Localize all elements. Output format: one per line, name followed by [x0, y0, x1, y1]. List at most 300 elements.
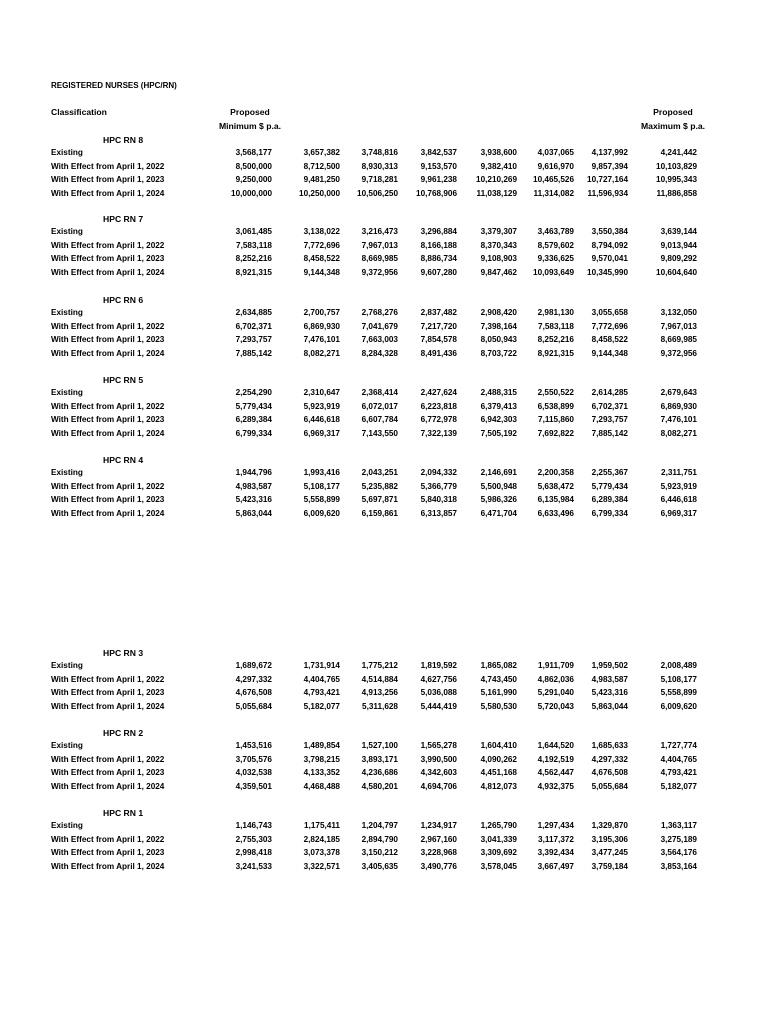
- row-label: With Effect from April 1, 2023: [51, 415, 165, 424]
- salary-cell: 3,216,473: [361, 227, 398, 236]
- salary-cell: 3,639,144: [660, 227, 697, 236]
- table-row: [0, 429, 768, 443]
- proposed-maximum-header-line1: Proposed: [653, 107, 693, 117]
- document-title: REGISTERED NURSES (HPC/RN): [51, 81, 177, 90]
- salary-cell: 3,228,968: [420, 848, 457, 857]
- salary-cell: 6,772,978: [420, 415, 457, 424]
- salary-cell: 7,772,696: [591, 321, 628, 331]
- salary-cell: 7,772,696: [303, 240, 340, 250]
- salary-cell: 4,932,375: [537, 781, 574, 791]
- salary-cell: 5,423,316: [591, 688, 628, 697]
- salary-cell: 3,578,045: [480, 861, 517, 871]
- salary-cell: 8,082,271: [660, 428, 697, 438]
- salary-cell: 3,138,022: [303, 227, 340, 236]
- salary-cell: 7,293,757: [235, 335, 272, 344]
- row-label: Existing: [51, 661, 83, 670]
- salary-cell: 1,865,082: [480, 661, 517, 670]
- salary-cell: 5,291,040: [537, 688, 574, 697]
- salary-cell: 5,986,326: [480, 495, 517, 504]
- salary-cell: 9,481,250: [303, 175, 340, 184]
- table-row: [0, 782, 768, 796]
- salary-cell: 6,969,317: [303, 428, 340, 438]
- salary-cell: 5,500,948: [480, 481, 517, 491]
- salary-cell: 3,195,306: [591, 834, 628, 844]
- salary-cell: 4,983,587: [591, 674, 628, 684]
- table-row: [0, 268, 768, 282]
- salary-cell: 5,108,177: [660, 674, 697, 684]
- salary-cell: 4,359,501: [235, 781, 272, 791]
- salary-cell: 9,144,348: [591, 348, 628, 358]
- table-row: [0, 702, 768, 716]
- salary-cell: 1,993,416: [303, 468, 340, 477]
- salary-cell: 7,663,003: [361, 335, 398, 344]
- salary-cell: 1,959,502: [591, 661, 628, 670]
- salary-cell: 2,967,160: [420, 834, 457, 844]
- salary-cell: 9,144,348: [303, 267, 340, 277]
- salary-cell: 1,175,411: [304, 821, 340, 830]
- salary-cell: 3,938,600: [480, 148, 517, 157]
- salary-cell: 10,768,906: [416, 188, 457, 198]
- group-title: HPC RN 2: [103, 728, 144, 738]
- group-title: HPC RN 1: [103, 808, 144, 818]
- salary-cell: 3,759,184: [591, 861, 628, 871]
- salary-cell: 3,041,339: [480, 834, 517, 844]
- salary-cell: 6,446,618: [303, 415, 340, 424]
- salary-cell: 4,404,765: [660, 754, 697, 764]
- salary-cell: 7,143,550: [361, 428, 398, 438]
- salary-cell: 3,061,485: [235, 227, 272, 236]
- salary-cell: 11,596,934: [587, 188, 628, 198]
- salary-cell: 3,073,378: [303, 848, 340, 857]
- salary-cell: 7,505,192: [480, 428, 517, 438]
- table-row: [0, 821, 768, 835]
- salary-cell: 4,032,538: [235, 768, 272, 777]
- salary-cell: 2,908,420: [480, 308, 517, 317]
- salary-cell: 6,538,899: [537, 401, 574, 411]
- salary-cell: 4,812,073: [480, 781, 517, 791]
- group-title: HPC RN 8: [103, 135, 144, 145]
- salary-cell: 7,115,860: [538, 415, 574, 424]
- salary-cell: 3,893,171: [361, 754, 398, 764]
- table-row: [0, 241, 768, 255]
- salary-cell: 4,793,421: [660, 768, 697, 777]
- salary-cell: 8,500,000: [235, 161, 272, 171]
- table-row: [0, 175, 768, 189]
- salary-cell: 5,055,684: [591, 781, 628, 791]
- salary-cell: 3,132,050: [660, 308, 697, 317]
- salary-cell: 7,293,757: [591, 415, 628, 424]
- salary-cell: 10,210,269: [476, 175, 517, 184]
- salary-cell: 2,700,757: [303, 308, 340, 317]
- table-row: [0, 162, 768, 176]
- salary-cell: 10,345,990: [587, 267, 628, 277]
- row-label: Existing: [51, 148, 83, 157]
- row-label: With Effect from April 1, 2024: [51, 701, 165, 711]
- table-row: [0, 388, 768, 402]
- salary-cell: 8,712,500: [303, 161, 340, 171]
- salary-cell: 5,779,434: [591, 481, 628, 491]
- salary-cell: 6,313,857: [420, 508, 457, 518]
- salary-cell: 9,857,394: [591, 161, 628, 171]
- salary-cell: 5,423,316: [235, 495, 272, 504]
- row-label: With Effect from April 1, 2023: [51, 688, 165, 697]
- row-label: With Effect from April 1, 2024: [51, 267, 165, 277]
- salary-cell: 4,514,884: [361, 674, 398, 684]
- salary-cell: 9,153,570: [420, 161, 457, 171]
- table-row: [0, 349, 768, 363]
- salary-cell: 9,570,041: [591, 254, 628, 263]
- salary-cell: 1,911,709: [538, 661, 574, 670]
- table-row: [0, 848, 768, 862]
- salary-cell: 5,558,899: [303, 495, 340, 504]
- salary-cell: 8,669,985: [660, 335, 697, 344]
- group-title: HPC RN 6: [103, 295, 144, 305]
- salary-cell: 3,550,384: [591, 227, 628, 236]
- salary-cell: 2,368,414: [361, 388, 398, 397]
- salary-cell: 4,404,765: [303, 674, 340, 684]
- table-row: [0, 495, 768, 509]
- salary-cell: 1,489,854: [303, 741, 340, 750]
- salary-cell: 4,037,065: [537, 148, 574, 157]
- salary-cell: 4,241,442: [660, 148, 697, 157]
- table-row: [0, 308, 768, 322]
- salary-cell: 7,398,164: [480, 321, 517, 331]
- salary-cell: 4,133,352: [303, 768, 340, 777]
- salary-cell: 4,236,686: [361, 768, 398, 777]
- salary-cell: 10,727,164: [587, 175, 628, 184]
- salary-cell: 7,041,679: [361, 321, 398, 331]
- salary-cell: 2,310,647: [303, 388, 340, 397]
- salary-cell: 6,969,317: [660, 508, 697, 518]
- salary-cell: 6,009,620: [660, 701, 697, 711]
- salary-cell: 2,894,790: [361, 834, 398, 844]
- salary-cell: 4,793,421: [303, 688, 340, 697]
- row-label: Existing: [51, 227, 83, 236]
- salary-cell: 1,944,796: [235, 468, 272, 477]
- table-row: [0, 768, 768, 782]
- salary-cell: 5,036,088: [420, 688, 457, 697]
- salary-cell: 4,468,488: [303, 781, 340, 791]
- salary-cell: 8,458,522: [591, 335, 628, 344]
- salary-cell: 6,799,334: [591, 508, 628, 518]
- salary-cell: 3,568,177: [235, 148, 272, 157]
- salary-cell: 9,108,903: [480, 254, 517, 263]
- salary-cell: 3,463,789: [537, 227, 574, 236]
- salary-cell: 5,182,077: [303, 701, 340, 711]
- salary-cell: 5,311,628: [362, 701, 398, 711]
- salary-cell: 2,094,332: [420, 468, 457, 477]
- row-label: With Effect from April 1, 2024: [51, 861, 165, 871]
- salary-cell: 5,697,871: [361, 495, 398, 504]
- salary-cell: 6,942,303: [480, 415, 517, 424]
- salary-cell: 5,923,919: [660, 481, 697, 491]
- row-label: Existing: [51, 388, 83, 397]
- salary-cell: 2,311,751: [661, 468, 697, 477]
- salary-cell: 8,082,271: [303, 348, 340, 358]
- salary-cell: 1,565,278: [420, 741, 457, 750]
- row-label: With Effect from April 1, 2023: [51, 335, 165, 344]
- table-row: [0, 755, 768, 769]
- row-label: Existing: [51, 468, 83, 477]
- salary-cell: 6,607,784: [361, 415, 398, 424]
- salary-cell: 9,372,956: [660, 348, 697, 358]
- group-title: HPC RN 3: [103, 648, 144, 658]
- salary-cell: 3,657,382: [303, 148, 340, 157]
- salary-cell: 4,694,706: [420, 781, 457, 791]
- salary-cell: 5,840,318: [420, 495, 457, 504]
- salary-cell: 3,667,497: [537, 861, 574, 871]
- salary-cell: 1,685,633: [591, 741, 628, 750]
- salary-cell: 1,234,917: [420, 821, 457, 830]
- row-label: With Effect from April 1, 2024: [51, 188, 165, 198]
- salary-cell: 2,824,185: [303, 834, 340, 844]
- salary-cell: 10,250,000: [299, 188, 340, 198]
- salary-cell: 6,869,930: [303, 321, 340, 331]
- salary-cell: 3,275,189: [660, 834, 697, 844]
- salary-cell: 4,627,756: [420, 674, 457, 684]
- salary-cell: 1,775,212: [361, 661, 398, 670]
- row-label: With Effect from April 1, 2024: [51, 428, 165, 438]
- salary-cell: 11,038,129: [476, 188, 517, 198]
- table-row: [0, 835, 768, 849]
- salary-cell: 7,322,139: [420, 428, 457, 438]
- salary-cell: 5,444,419: [420, 701, 457, 711]
- table-row: [0, 227, 768, 241]
- salary-cell: 10,995,343: [656, 175, 697, 184]
- salary-cell: 5,779,434: [235, 401, 272, 411]
- salary-cell: 5,366,779: [420, 481, 457, 491]
- salary-cell: 10,093,649: [533, 267, 574, 277]
- row-label: With Effect from April 1, 2024: [51, 348, 165, 358]
- salary-cell: 4,743,450: [480, 674, 517, 684]
- salary-cell: 3,150,212: [361, 848, 398, 857]
- salary-cell: 8,050,943: [480, 335, 517, 344]
- salary-cell: 7,967,013: [361, 240, 398, 250]
- row-label: With Effect from April 1, 2024: [51, 781, 165, 791]
- salary-cell: 2,427,624: [420, 388, 457, 397]
- salary-cell: 1,731,914: [303, 661, 340, 670]
- salary-cell: 11,314,082: [533, 188, 574, 198]
- salary-cell: 7,692,822: [537, 428, 574, 438]
- table-row: [0, 741, 768, 755]
- salary-cell: 10,000,000: [231, 188, 272, 198]
- salary-cell: 6,159,861: [361, 508, 398, 518]
- salary-cell: 7,885,142: [235, 348, 272, 358]
- salary-cell: 8,703,722: [480, 348, 517, 358]
- row-label: Existing: [51, 741, 83, 750]
- salary-cell: 9,607,280: [420, 267, 457, 277]
- salary-cell: 6,223,818: [420, 401, 457, 411]
- salary-cell: 1,727,774: [660, 741, 697, 750]
- salary-cell: 6,869,930: [660, 401, 697, 411]
- salary-cell: 8,284,328: [361, 348, 398, 358]
- row-label: Existing: [51, 821, 83, 830]
- salary-cell: 7,583,118: [538, 321, 574, 331]
- salary-cell: 4,676,508: [235, 688, 272, 697]
- row-label: With Effect from April 1, 2023: [51, 848, 165, 857]
- salary-cell: 4,983,587: [235, 481, 272, 491]
- salary-cell: 4,580,201: [361, 781, 398, 791]
- salary-cell: 4,090,262: [480, 754, 517, 764]
- salary-cell: 2,008,489: [660, 661, 697, 670]
- salary-cell: 1,604,410: [480, 741, 517, 750]
- row-label: With Effect from April 1, 2023: [51, 175, 165, 184]
- salary-cell: 7,967,013: [660, 321, 697, 331]
- table-row: [0, 482, 768, 496]
- salary-cell: 4,297,332: [591, 754, 628, 764]
- salary-cell: 2,634,885: [235, 308, 272, 317]
- salary-cell: 5,863,044: [235, 508, 272, 518]
- salary-cell: 3,853,164: [660, 861, 697, 871]
- salary-cell: 5,580,530: [480, 701, 517, 711]
- salary-cell: 1,644,520: [537, 741, 574, 750]
- table-row: [0, 402, 768, 416]
- proposed-maximum-header: [628, 105, 718, 133]
- table-row: [0, 148, 768, 162]
- salary-cell: 3,117,372: [538, 834, 574, 844]
- table-row: [0, 189, 768, 203]
- table-row: [0, 862, 768, 876]
- salary-cell: 8,921,315: [235, 267, 272, 277]
- salary-cell: 3,477,245: [591, 848, 628, 857]
- salary-cell: 4,562,447: [537, 768, 574, 777]
- salary-cell: 3,705,576: [235, 754, 272, 764]
- salary-cell: 6,135,984: [537, 495, 574, 504]
- salary-cell: 2,755,303: [235, 834, 272, 844]
- salary-cell: 1,819,592: [420, 661, 457, 670]
- salary-cell: 3,798,215: [303, 754, 340, 764]
- salary-cell: 5,720,043: [537, 701, 574, 711]
- salary-cell: 1,329,870: [591, 821, 628, 830]
- salary-cell: 5,558,899: [660, 688, 697, 697]
- salary-cell: 2,614,285: [591, 388, 628, 397]
- salary-cell: 5,235,882: [361, 481, 398, 491]
- salary-cell: 5,182,077: [660, 781, 697, 791]
- salary-cell: 8,370,343: [480, 240, 517, 250]
- table-row: [0, 415, 768, 429]
- row-label: With Effect from April 1, 2022: [51, 481, 165, 491]
- salary-cell: 10,465,526: [533, 175, 574, 184]
- salary-cell: 2,837,482: [420, 308, 457, 317]
- salary-cell: 8,930,313: [361, 161, 398, 171]
- salary-cell: 3,990,500: [420, 754, 457, 764]
- salary-cell: 3,309,692: [480, 848, 517, 857]
- salary-cell: 8,491,436: [420, 348, 457, 358]
- salary-cell: 2,550,522: [537, 388, 574, 397]
- group-title: HPC RN 5: [103, 375, 144, 385]
- table-row: [0, 688, 768, 702]
- salary-cell: 8,252,216: [235, 254, 272, 263]
- salary-cell: 2,146,691: [480, 468, 517, 477]
- salary-cell: 9,847,462: [480, 267, 517, 277]
- salary-cell: 1,204,797: [361, 821, 398, 830]
- salary-cell: 8,458,522: [303, 254, 340, 263]
- salary-cell: 5,923,919: [303, 401, 340, 411]
- salary-cell: 4,297,332: [235, 674, 272, 684]
- salary-cell: 9,382,410: [480, 161, 517, 171]
- salary-cell: 4,137,992: [591, 148, 628, 157]
- salary-cell: 7,476,101: [303, 335, 340, 344]
- salary-cell: 9,718,281: [361, 175, 398, 184]
- salary-cell: 1,146,743: [235, 821, 272, 830]
- salary-cell: 6,446,618: [660, 495, 697, 504]
- salary-cell: 7,583,118: [236, 240, 272, 250]
- row-label: With Effect from April 1, 2022: [51, 161, 165, 171]
- salary-cell: 9,013,944: [660, 240, 697, 250]
- salary-cell: 6,633,496: [537, 508, 574, 518]
- proposed-minimum-header: [205, 105, 295, 133]
- salary-cell: 2,768,276: [361, 308, 398, 317]
- salary-cell: 6,799,334: [235, 428, 272, 438]
- salary-cell: 8,921,315: [537, 348, 574, 358]
- group-title: HPC RN 7: [103, 214, 144, 224]
- proposed-minimum-header-line1: Proposed: [230, 107, 270, 117]
- classification-header: Classification: [51, 107, 107, 117]
- salary-cell: 9,809,292: [660, 254, 697, 263]
- salary-cell: 3,296,884: [420, 227, 457, 236]
- salary-cell: 9,616,970: [537, 161, 574, 171]
- salary-cell: 2,679,643: [660, 388, 697, 397]
- salary-cell: 4,676,508: [591, 768, 628, 777]
- salary-cell: 7,476,101: [660, 415, 697, 424]
- salary-cell: 1,527,100: [361, 741, 398, 750]
- salary-cell: 9,250,000: [235, 175, 272, 184]
- salary-cell: 5,108,177: [303, 481, 340, 491]
- salary-cell: 6,702,371: [591, 401, 628, 411]
- salary-cell: 4,913,256: [361, 688, 398, 697]
- salary-cell: 6,702,371: [235, 321, 272, 331]
- row-label: With Effect from April 1, 2022: [51, 240, 165, 250]
- table-row: [0, 254, 768, 268]
- salary-cell: 1,453,516: [235, 741, 272, 750]
- group-title: HPC RN 4: [103, 455, 144, 465]
- salary-cell: 11,886,858: [656, 188, 697, 198]
- salary-cell: 10,604,640: [656, 267, 697, 277]
- salary-cell: 3,405,635: [361, 861, 398, 871]
- table-row: [0, 675, 768, 689]
- salary-cell: 3,055,658: [591, 308, 628, 317]
- salary-cell: 5,055,684: [235, 701, 272, 711]
- proposed-minimum-header-line2: Minimum $ p.a.: [218, 121, 282, 131]
- table-row: [0, 661, 768, 675]
- row-label: With Effect from April 1, 2022: [51, 754, 165, 764]
- salary-cell: 3,322,571: [303, 861, 340, 871]
- table-row: [0, 322, 768, 336]
- salary-cell: 3,842,537: [420, 148, 457, 157]
- salary-cell: 8,794,092: [591, 240, 628, 250]
- row-label: With Effect from April 1, 2022: [51, 674, 165, 684]
- salary-cell: 5,863,044: [591, 701, 628, 711]
- salary-cell: 3,379,307: [480, 227, 517, 236]
- salary-cell: 2,981,130: [537, 308, 574, 317]
- salary-cell: 3,392,434: [537, 848, 574, 857]
- salary-cell: 3,748,816: [361, 148, 398, 157]
- salary-cell: 4,342,603: [420, 768, 457, 777]
- salary-cell: 6,379,413: [480, 401, 517, 411]
- salary-cell: 6,289,384: [235, 415, 272, 424]
- salary-cell: 5,161,990: [480, 688, 517, 697]
- salary-cell: 2,043,251: [361, 468, 398, 477]
- salary-cell: 2,998,418: [235, 848, 272, 857]
- salary-cell: 9,372,956: [361, 267, 398, 277]
- salary-cell: 4,192,519: [537, 754, 574, 764]
- salary-cell: 9,336,625: [537, 254, 574, 263]
- salary-cell: 4,451,168: [480, 768, 517, 777]
- salary-cell: 8,166,188: [420, 240, 457, 250]
- salary-cell: 3,241,533: [235, 861, 272, 871]
- salary-cell: 1,363,117: [661, 821, 697, 830]
- salary-cell: 3,564,176: [660, 848, 697, 857]
